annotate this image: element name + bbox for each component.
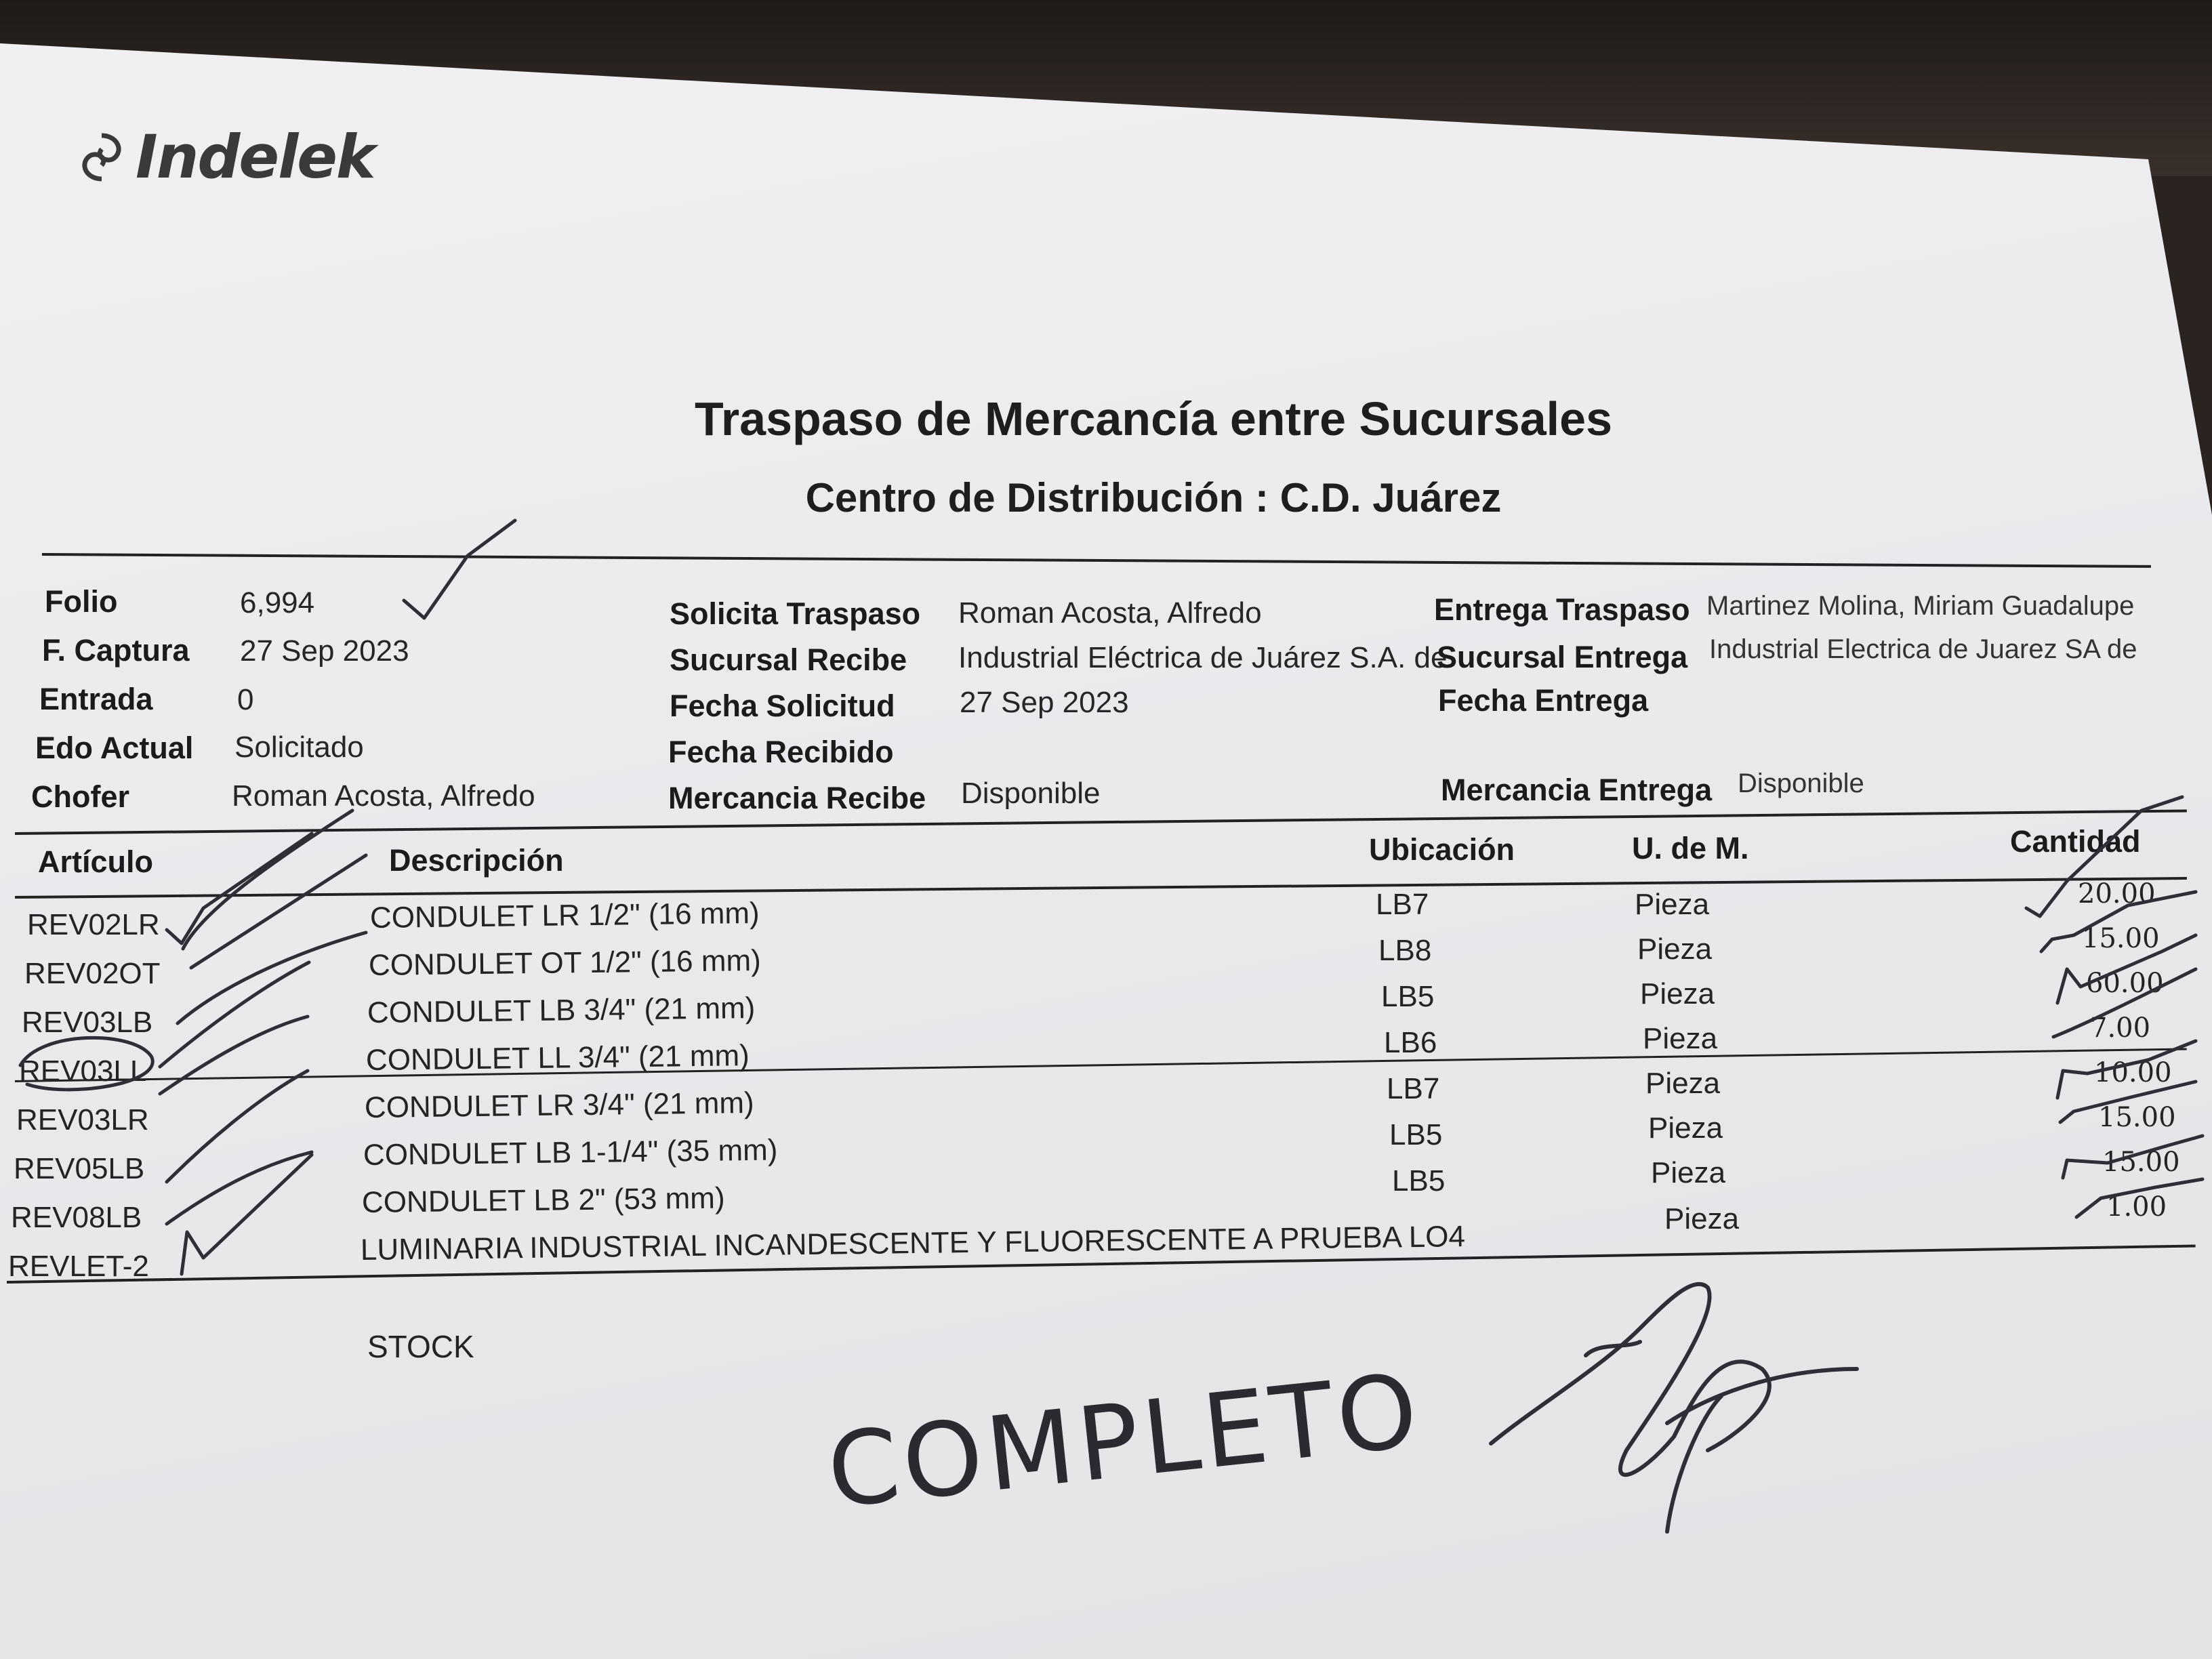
cell-descripcion: CONDULET LR 1/2" (16 mm) xyxy=(369,896,760,935)
cell-articulo: REV03LB xyxy=(22,1006,153,1039)
folio-value: 6,994 xyxy=(240,586,315,619)
col-header-ubicacion: Ubicación xyxy=(1369,832,1515,867)
cell-descripcion: CONDULET OT 1/2" (16 mm) xyxy=(368,943,762,982)
row-divider xyxy=(15,1048,2187,1082)
cell-articulo: REV02OT xyxy=(24,957,161,990)
folio-label: Folio xyxy=(45,584,118,619)
fecha-solicitud-value: 27 Sep 2023 xyxy=(960,686,1129,719)
entrada-label: Entrada xyxy=(39,682,153,716)
cell-articulo: REV05LB xyxy=(14,1152,145,1185)
article-checkmark-icon xyxy=(191,855,366,968)
article-checkmark-icon xyxy=(178,933,366,1023)
cell-articulo: REV08LB xyxy=(11,1201,142,1234)
folio-checkmark-icon xyxy=(404,520,515,618)
cell-descripcion: CONDULET LB 3/4" (21 mm) xyxy=(367,991,756,1029)
cell-um: Pieza xyxy=(1648,1111,1723,1145)
mercancia-entrega-label: Mercancia Entrega xyxy=(1441,773,1713,807)
cell-ubicacion: LB8 xyxy=(1378,934,1432,967)
cell-um: Pieza xyxy=(1643,1022,1718,1055)
article-checkmark-icon xyxy=(160,962,309,1067)
cell-um: Pieza xyxy=(1640,977,1715,1010)
header-rule-bottom xyxy=(15,877,2187,899)
article-checkmark-icon xyxy=(167,1152,312,1224)
fecha-recibido-label: Fecha Recibido xyxy=(668,735,894,769)
fecha-solicitud-label: Fecha Solicitud xyxy=(670,689,895,723)
edo-actual-label: Edo Actual xyxy=(35,731,194,765)
sucursal-recibe-value: Industrial Eléctrica de Juárez S.A. de xyxy=(958,641,1448,674)
entrada-value: 0 xyxy=(237,683,254,716)
cell-ubicacion: LB7 xyxy=(1387,1072,1440,1105)
cell-um: Pieza xyxy=(1637,933,1713,966)
cell-cantidad: 60.00 xyxy=(2086,968,2164,999)
fecha-entrega-label: Fecha Entrega xyxy=(1438,683,1649,718)
cell-cantidad: 15.00 xyxy=(2082,923,2160,954)
article-checkmark-icon xyxy=(167,834,312,943)
cell-descripcion: CONDULET LR 3/4" (21 mm) xyxy=(364,1086,754,1124)
cell-ubicacion: LB6 xyxy=(1384,1026,1437,1059)
cell-cantidad: 15.00 xyxy=(2102,1147,2180,1178)
swirl-logo-icon xyxy=(75,130,129,184)
logo-wordmark: Indelek xyxy=(136,122,375,192)
chofer-label: Chofer xyxy=(31,779,129,814)
cell-descripcion: CONDULET LB 1-1/4" (35 mm) xyxy=(363,1133,778,1172)
mercancia-entrega-value: Disponible xyxy=(1738,769,1864,798)
stock-note: STOCK xyxy=(367,1329,474,1364)
mercancia-recibe-value: Disponible xyxy=(961,777,1101,810)
signature-mark-icon xyxy=(1491,1284,1857,1532)
cell-descripcion: LUMINARIA INDUSTRIAL INCANDESCENTE Y FLUORESCENTE A PRUEBA LO4 xyxy=(360,1220,1466,1267)
company-logo xyxy=(75,122,374,192)
article-checkmark-icon xyxy=(182,1155,312,1274)
sucursal-recibe-label: Sucursal Recibe xyxy=(670,642,907,677)
entrega-label: Entrega Traspaso xyxy=(1434,592,1690,627)
cell-um: Pieza xyxy=(1664,1202,1740,1235)
cell-descripcion: CONDULET LB 2" (53 mm) xyxy=(361,1181,725,1219)
cell-articulo: REV03LL xyxy=(19,1054,147,1088)
col-header-um: U. de M. xyxy=(1632,831,1749,865)
handwritten-completo: COMPLETO xyxy=(822,1351,1427,1532)
edo-actual-value: Solicitado xyxy=(234,731,364,764)
cell-um: Pieza xyxy=(1635,888,1710,921)
cell-cantidad: 1.00 xyxy=(2106,1191,2167,1223)
cell-ubicacion: LB7 xyxy=(1376,888,1429,921)
sucursal-entrega-label: Sucursal Entrega xyxy=(1437,640,1688,674)
cell-articulo: REVLET-2 xyxy=(8,1250,149,1283)
cell-um: Pieza xyxy=(1651,1156,1726,1189)
cell-ubicacion: LB5 xyxy=(1392,1164,1446,1197)
solicita-value: Roman Acosta, Alfredo xyxy=(958,596,1262,630)
cell-articulo: REV03LR xyxy=(16,1103,149,1136)
cell-cantidad: 20.00 xyxy=(2078,878,2156,909)
article-checkmark-icon xyxy=(167,1071,308,1182)
captura-value: 27 Sep 2023 xyxy=(240,634,409,668)
solicita-label: Solicita Traspaso xyxy=(670,596,921,631)
cell-um: Pieza xyxy=(1645,1067,1721,1100)
cell-articulo: REV02LR xyxy=(27,908,160,941)
top-rule xyxy=(42,553,2151,568)
col-header-articulo: Artículo xyxy=(38,844,154,879)
cell-descripcion: CONDULET LL 3/4" (21 mm) xyxy=(365,1039,750,1077)
sucursal-entrega-value: Industrial Electrica de Juarez SA de xyxy=(1709,634,2137,664)
chofer-value: Roman Acosta, Alfredo xyxy=(232,779,535,813)
col-header-cantidad: Cantidad xyxy=(2010,824,2141,859)
header-rule-top xyxy=(15,809,2187,835)
mercancia-recibe-label: Mercancia Recibe xyxy=(668,781,926,815)
document-title: Traspaso de Mercancía entre Sucursales xyxy=(695,392,1612,445)
cell-ubicacion: LB5 xyxy=(1381,980,1435,1013)
entrega-value: Martinez Molina, Miriam Guadalupe xyxy=(1706,591,2135,621)
article-checkmark-icon xyxy=(160,1017,308,1094)
cell-cantidad: 7.00 xyxy=(2090,1012,2151,1044)
cell-cantidad: 10.00 xyxy=(2094,1057,2172,1088)
cell-ubicacion: LB5 xyxy=(1389,1118,1443,1151)
document-subtitle: Centro de Distribución : C.D. Juárez xyxy=(805,475,1502,520)
cell-cantidad: 15.00 xyxy=(2098,1102,2176,1133)
col-header-descripcion: Descripción xyxy=(389,843,564,878)
captura-label: F. Captura xyxy=(42,633,190,668)
